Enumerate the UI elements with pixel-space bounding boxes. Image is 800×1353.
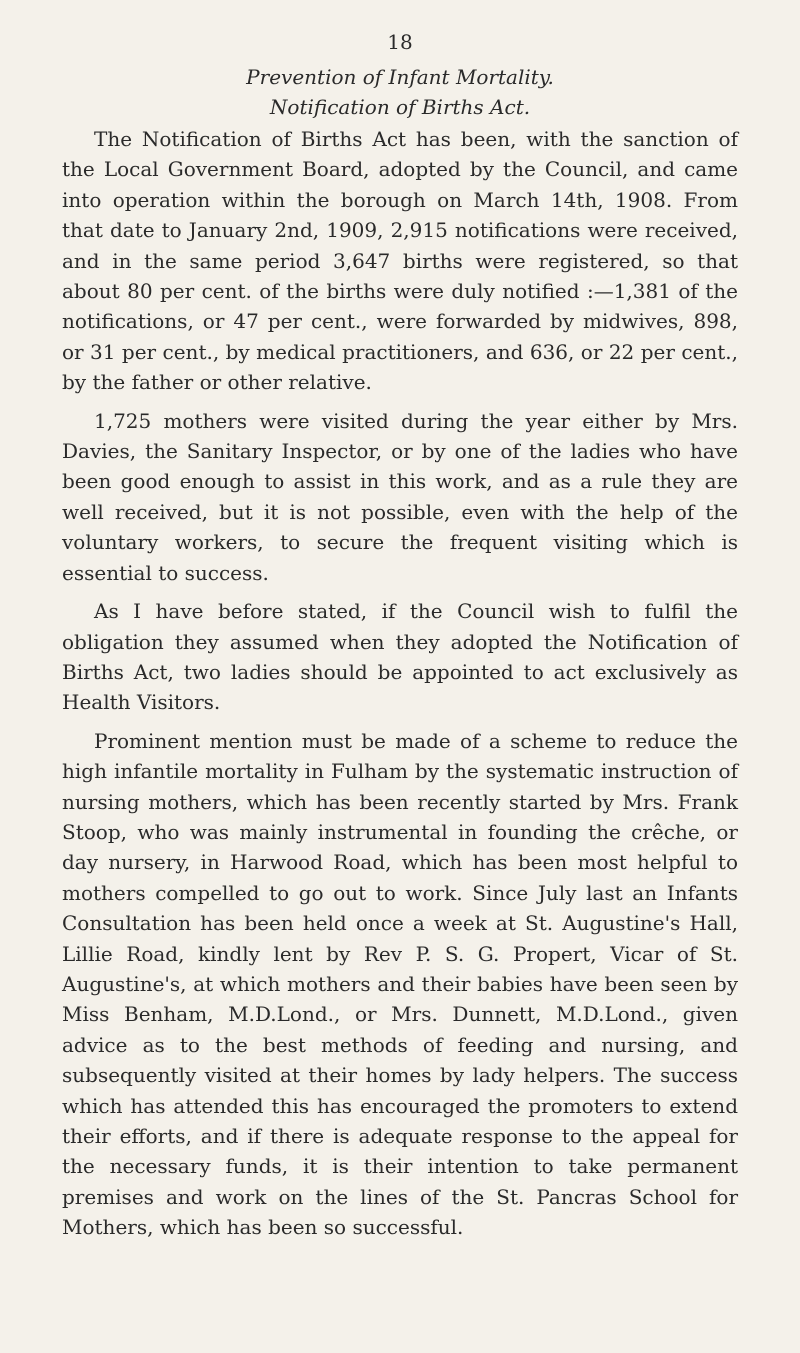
paragraph-notification: The Notification of Births Act has been, with the sanction of the Local Government Board, adopted by the Council, and came into operation within the borough on March 14th, 1908. From that date to January 2nd, 1909, 2,915 notifications were received, and in the same period 3,647 births were registered, so that about 80 per cent. of the births were duly notified :—1,381 of the notifications, or 47 per cent., were forwarded by midwives, 898, or 31 per cent., by medical practitioners, and 636, or 22 per cent., by the father or other relative. xyxy=(62,127,738,395)
section-subtitle: Notification of Births Act. xyxy=(269,95,531,119)
paragraph-health-visitors: As I have before stated, if the Council wish to fulfil the obligation they assumed when they adopted the Notification of Births Act, two ladies should be appointed to act exclusively as Health Visitors. xyxy=(62,599,738,715)
page-number: 18 xyxy=(387,30,413,54)
paragraph-scheme: Prominent mention must be made of a scheme to reduce the high infantile mortality in Fulham by the systematic instruction of nursing mothers, which has been recently started by Mrs. Frank Stoop, who was mainly instrumental in founding the crêche, or day nursery, in Harwood Road, which has been most helpful to mothers compelled to go out to work. Since July last an Infants Consultation has been held once a week at St. Augustine's Hall, Lillie Road, kindly lent by Rev P. S. G. Propert, Vicar of St. Augustine's, at which mothers and their babies have been seen by Miss Benham, M.D.Lond., or Mrs. Dunnett, M.D.Lond., given advice as to the best methods of feeding and nursing, and subsequently visited at their homes by lady helpers. The success which has attended this has encouraged the promoters to extend their efforts, and if there is adequate response to the appeal for the necessary funds, it is their intention to take permanent premises and work on the lines of the St. Pancras School for Mothers, which has been so successful. xyxy=(62,728,738,1240)
paragraph-visits: 1,725 mothers were visited during the year either by Mrs. Davies, the Sanitary Inspector, or by one of the ladies who have been good enough to assist in this work, and as a rule they are well received, but it is not possible, even with the help of the voluntary workers, to secure the frequent visiting which is essential to success. xyxy=(62,408,738,585)
section-title: Prevention of Infant Mortality. xyxy=(246,65,554,89)
